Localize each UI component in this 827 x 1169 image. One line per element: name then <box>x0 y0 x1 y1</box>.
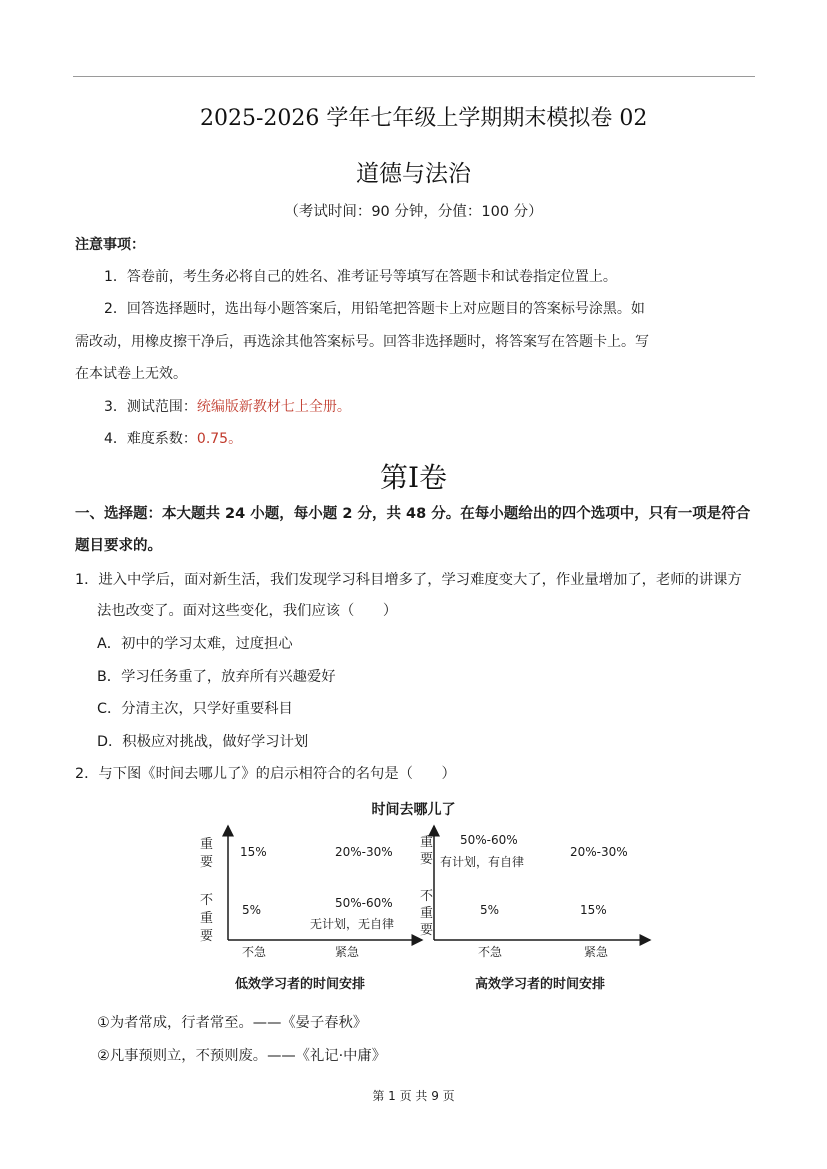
q1-stem-line1: 1．进入中学后，面对新生活，我们发现学习科目增多了，学习难度变大了，作业量增加了，老师的讲课方 <box>75 572 742 588</box>
notice-item-3-label: 3．测试范围： <box>104 399 197 415</box>
left-cell-important-urgent: 20%-30% <box>335 845 393 859</box>
notice-item-4-label: 4．难度系数： <box>104 431 197 447</box>
q2-quote-2: ②凡事预则立，不预则废。——《礼记·中庸》 <box>97 1048 387 1064</box>
right-ylabel-bottom-3: 要 <box>420 923 434 938</box>
right-ylabel-top-1: 重 <box>420 835 434 850</box>
right-caption: 高效学习者的时间安排 <box>475 977 606 992</box>
q2-stem: 2．与下图《时间去哪儿了》的启示相符合的名句是（ ） <box>75 766 456 782</box>
q1-option-b: B．学习任务重了，放弃所有兴趣爱好 <box>97 669 336 685</box>
time-matrix-chart <box>190 818 660 998</box>
q1-option-c: C．分清主次，只学好重要科目 <box>97 701 293 717</box>
notice-item-3 <box>104 396 351 416</box>
q1-option-a: A．初中的学习太难，过度担心 <box>97 636 293 652</box>
right-xlabel-not-urgent: 不急 <box>478 945 503 959</box>
right-ylabel-bottom-1: 不 <box>420 889 434 904</box>
left-xlabel-urgent: 紧急 <box>335 945 360 959</box>
header-rule <box>73 76 755 77</box>
notice-item-2-line1: 2．回答选择题时，选出每小题答案后，用铅笔把答题卡上对应题目的答案标号涂黑。如 <box>104 301 645 317</box>
left-ylabel-bottom-3: 要 <box>200 929 214 944</box>
test-scope: 统编版新教材七上全册。 <box>196 399 351 415</box>
notice-item-1: 1．答卷前，考生务必将自己的姓名、准考证号等填写在答题卡和试卷指定位置上。 <box>104 269 617 285</box>
volume-title: 第I卷 <box>379 461 448 494</box>
left-ylabel-top-2: 要 <box>200 855 214 870</box>
q2-quote-1: ①为者常成，行者常至。——《晏子春秋》 <box>97 1015 368 1031</box>
chart-title: 时间去哪儿了 <box>371 802 456 818</box>
notice-item-2-line2: 需改动，用橡皮擦干净后，再选涂其他答案标号。回答非选择题时，将答案写在答题卡上。写 <box>75 334 649 350</box>
left-ylabel-bottom-1: 不 <box>200 893 214 908</box>
q1-stem-line2: 法也改变了。面对这些变化，我们应该（ ） <box>97 603 398 619</box>
notice-item-4 <box>104 428 242 448</box>
left-cell-important-not-urgent: 15% <box>240 845 267 859</box>
right-cell-important-not-urgent: 50%-60% <box>460 833 518 847</box>
right-xlabel-urgent: 紧急 <box>584 945 609 959</box>
exam-info: （考试时间：90 分钟，分值：100 分） <box>284 204 543 220</box>
right-cell-unimportant-not-urgent: 5% <box>480 903 500 917</box>
q1-option-d: D．积极应对挑战，做好学习计划 <box>97 734 309 750</box>
left-ylabel-bottom-2: 重 <box>200 911 214 926</box>
left-xlabel-not-urgent: 不急 <box>242 945 267 959</box>
right-ylabel-bottom-2: 重 <box>420 906 434 921</box>
left-cell-unimportant-urgent: 50%-60% <box>335 896 393 910</box>
left-cell-unimportant-not-urgent: 5% <box>242 903 262 917</box>
subject-title: 道德与法治 <box>356 161 471 187</box>
section-heading: 一、选择题：本大题共 24 小题，每小题 2 分，共 48 分。在每小题给出的四个选项中，只有一项是符合题目要求的。 <box>75 506 751 554</box>
exam-title: 2025-2026 学年七年级上学期期末模拟卷 02 <box>200 106 648 131</box>
notice-item-2-line3: 在本试卷上无效。 <box>75 366 187 382</box>
notice-heading: 注意事项： <box>75 237 145 253</box>
page-footer: 第 1 页 共 9 页 <box>372 1089 455 1103</box>
right-ylabel-top-2: 要 <box>420 852 434 867</box>
difficulty-value: 0.75。 <box>196 431 243 447</box>
left-ylabel-top-1: 重 <box>200 837 214 852</box>
right-cell-important-urgent: 20%-30% <box>570 845 628 859</box>
left-note: 无计划，无自律 <box>310 917 395 931</box>
left-caption: 低效学习者的时间安排 <box>235 977 366 992</box>
right-cell-unimportant-urgent: 15% <box>580 903 607 917</box>
right-note: 有计划，有自律 <box>440 855 525 869</box>
